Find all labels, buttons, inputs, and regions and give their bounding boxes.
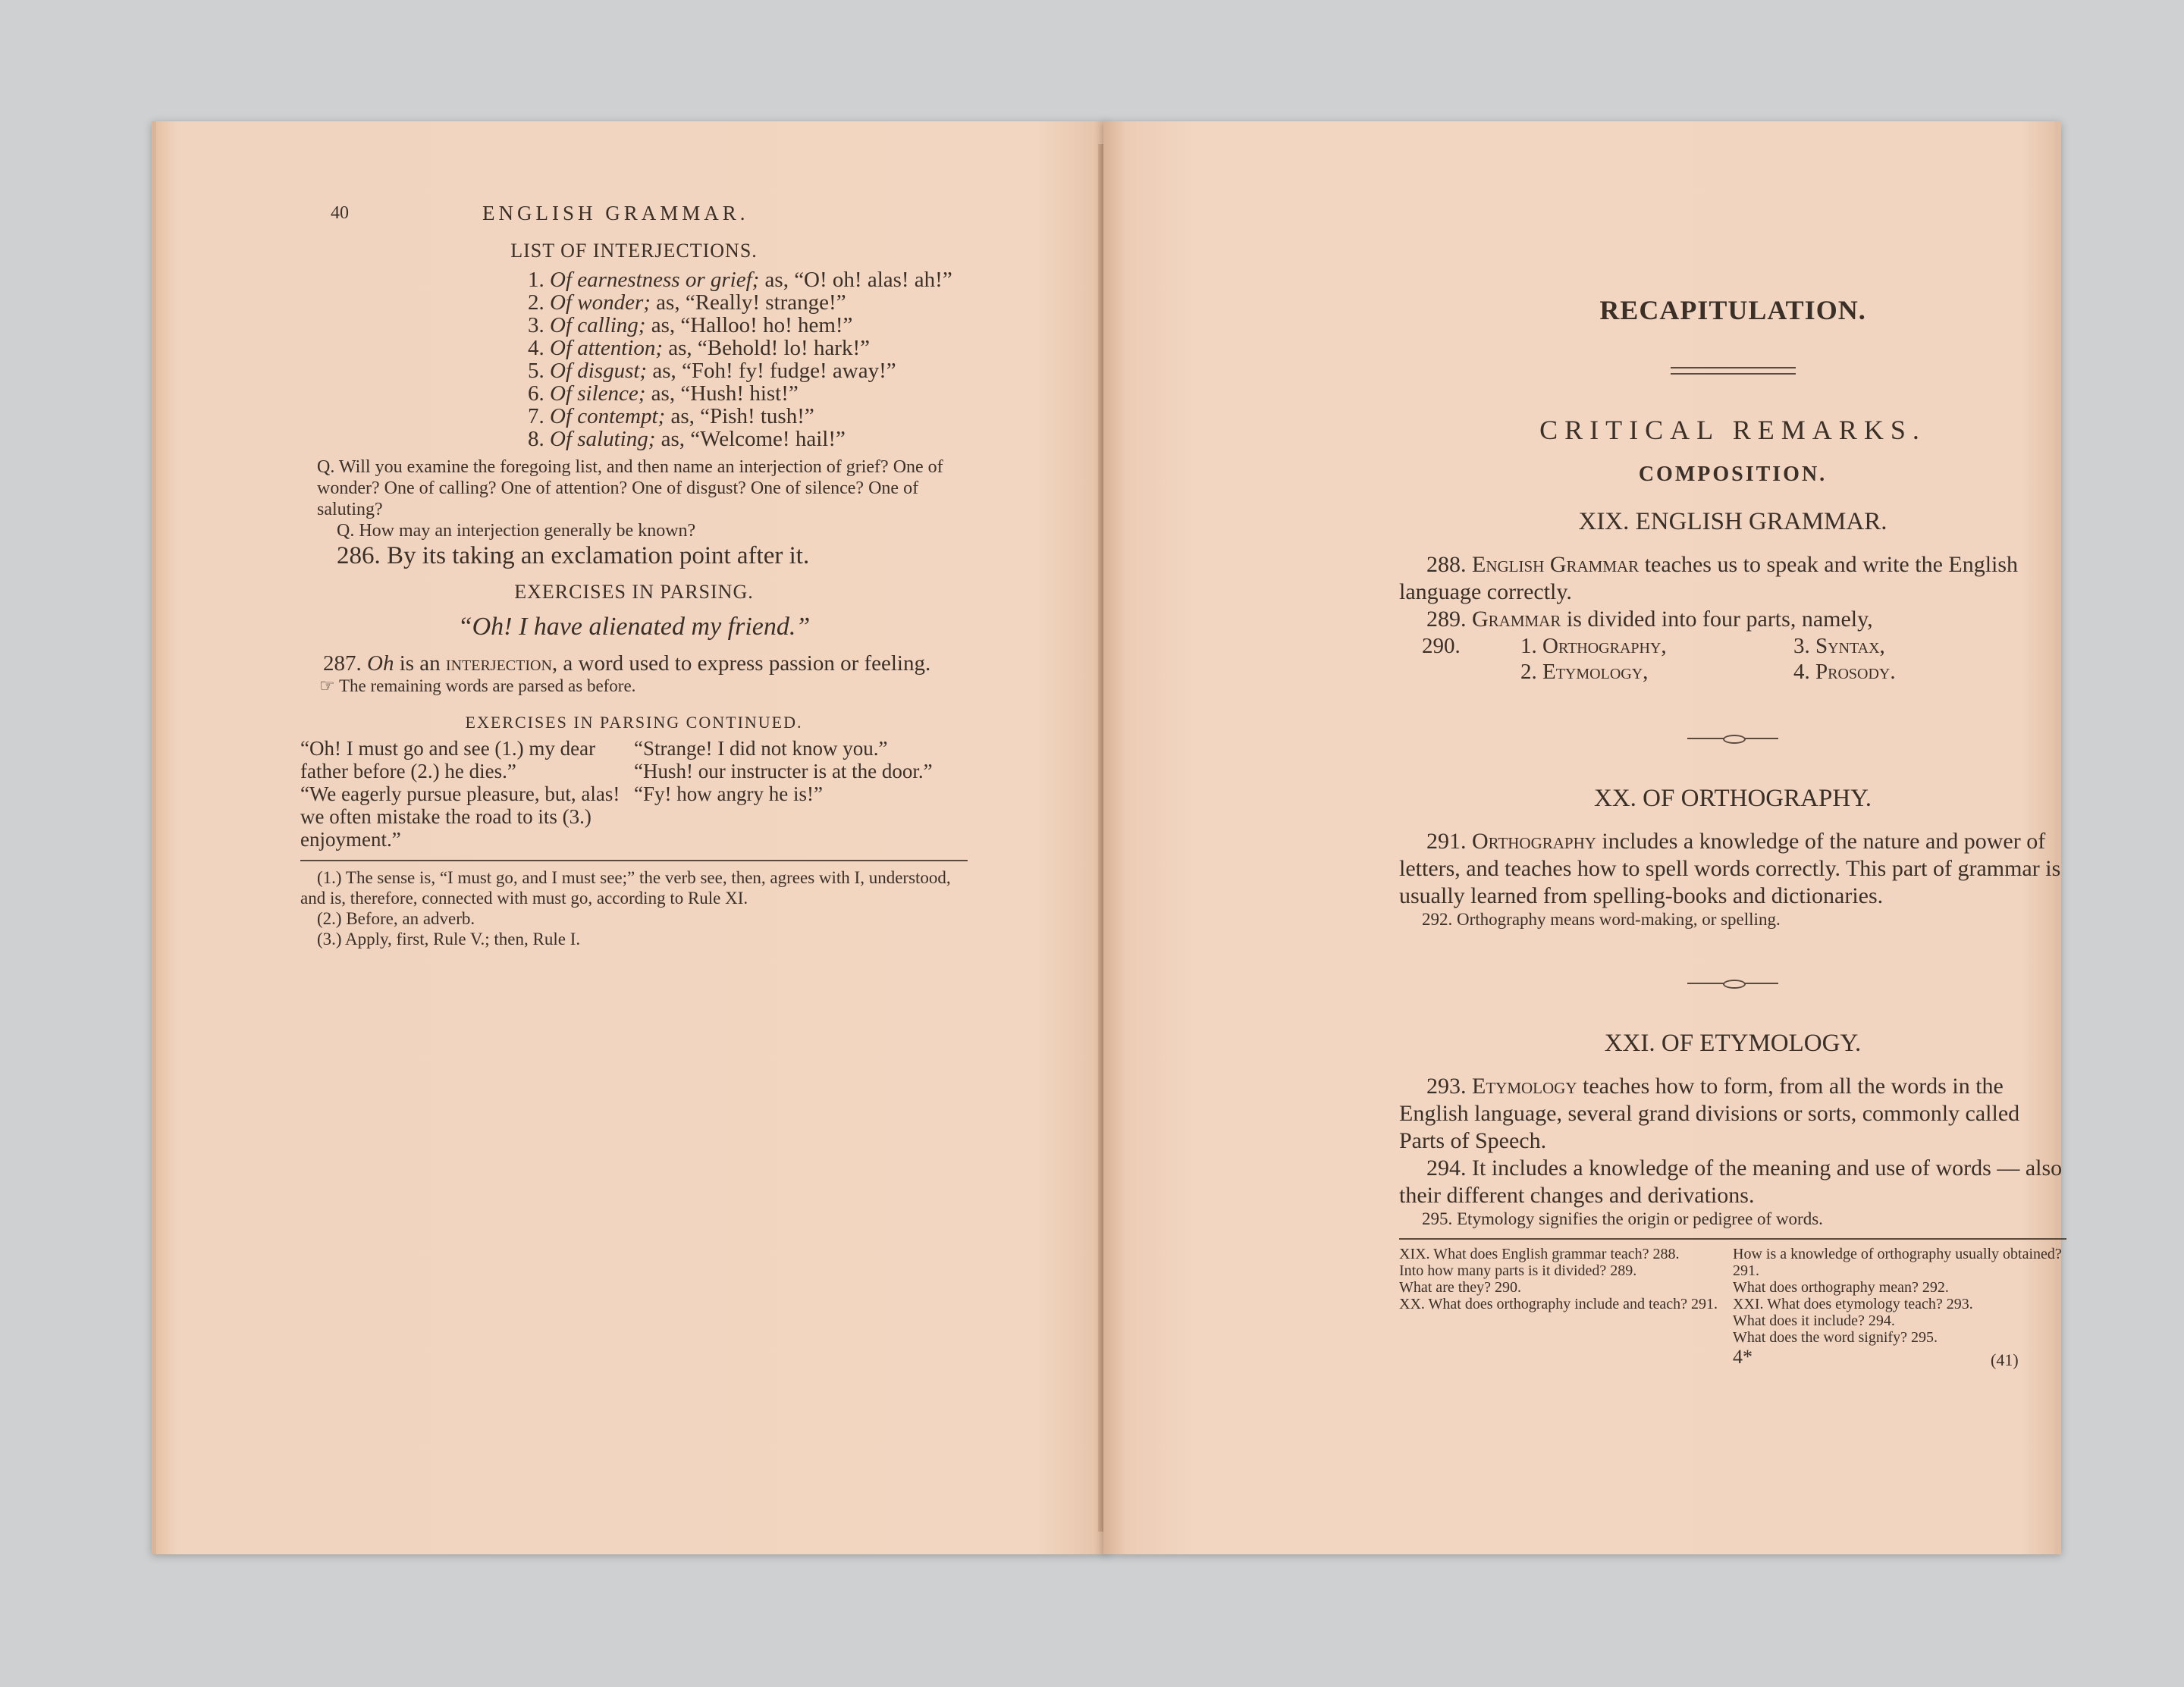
running-title: ENGLISH GRAMMAR. <box>482 202 749 224</box>
paragraph-294: 294. It includes a knowledge of the meaning and use of words — also their different changes and derivations. <box>1399 1156 2063 1208</box>
item-number: 7. <box>528 404 550 428</box>
footnote: (3.) Apply, first, Rule V.; then, Rule I. <box>317 930 581 949</box>
item-examples: as, “O! oh! alas! ah!” <box>759 268 952 292</box>
review-questions <box>1399 1246 2066 1346</box>
para-text: is divided into four parts, namely, <box>1561 607 1873 632</box>
section-21-title: XXI. OF ETYMOLOGY. <box>1604 1030 1862 1057</box>
continued-heading: EXERCISES IN PARSING CONTINUED. <box>465 713 803 732</box>
interjection-item <box>528 291 968 314</box>
item-examples: as, “Hush! hist!” <box>645 381 799 406</box>
item-examples: as, “Behold! lo! hark!” <box>663 336 870 360</box>
interjection-item <box>528 359 968 382</box>
paragraph-288 <box>1399 551 2066 606</box>
item-examples: as, “Really! strange!” <box>650 290 846 315</box>
composition-heading: COMPOSITION. <box>1638 463 1828 486</box>
para-number: 288. <box>1426 552 1467 577</box>
review-question: Into how many parts is it divided? 289. <box>1399 1262 1637 1279</box>
recapitulation-heading: RECAPITULATION. <box>1599 295 1866 325</box>
para-text: teaches us to speak and write the English language correctly. <box>1399 552 2019 604</box>
exercises-heading: EXERCISES IN PARSING. <box>514 581 754 603</box>
grammar-part: 4. Prosody. <box>1793 660 1896 684</box>
exercise-sentence: “We eagerly pursue pleasure, but, alas! we often mistake the road to its (3.) enjoyment.” <box>300 782 620 851</box>
item-kind: Of disgust; <box>550 359 648 383</box>
item-kind: Of wonder; <box>550 290 651 315</box>
item-number: 1. <box>528 268 550 292</box>
right-page <box>1103 121 2061 1554</box>
paragraph-291 <box>1399 828 2066 910</box>
item-number: 6. <box>528 381 550 406</box>
item-kind: Of calling; <box>550 313 646 337</box>
item-kind: Of attention; <box>550 336 664 360</box>
item-number: 8. <box>528 427 550 451</box>
left-page <box>152 121 1108 1554</box>
paragraph-289 <box>1399 606 2066 633</box>
review-question: XIX. What does English grammar teach? 288. <box>1399 1246 1680 1262</box>
item-kind: Of silence; <box>550 381 646 406</box>
exercise-column-2 <box>634 737 968 851</box>
answer-286: 286. By its taking an exclamation point after it. <box>337 542 810 569</box>
item-examples: as, “Foh! fy! fudge! away!” <box>647 359 896 383</box>
item-number: 3. <box>528 313 550 337</box>
interjection-item <box>528 314 968 337</box>
para-number: 289. <box>1426 607 1467 632</box>
review-question: What does the word signify? 295. <box>1733 1329 1938 1346</box>
question-column-1 <box>1399 1246 1733 1346</box>
double-rule <box>1671 367 1796 375</box>
review-question: What are they? 290. <box>1399 1279 1522 1296</box>
question-1: Q. Will you examine the foregoing list, and then name an interjection of grief? One of wonder? One of calling? One of attention? One of disgust? One of silence? One of saluting? <box>317 457 943 519</box>
question-column-2 <box>1733 1246 2066 1346</box>
para-number: 293. <box>1426 1074 1467 1099</box>
review-question: How is a knowledge of orthography usually obtained? 291. <box>1733 1246 2062 1279</box>
footnote: (2.) Before, an adverb. <box>317 909 475 928</box>
interjection-item <box>528 428 968 450</box>
divider <box>1399 1238 2066 1240</box>
running-head <box>300 197 968 235</box>
item-examples: as, “Pish! tush!” <box>665 404 814 428</box>
para-term: English Grammar <box>1472 552 1640 577</box>
page-number: (41) <box>1991 1350 2019 1369</box>
list-heading: LIST OF INTERJECTIONS. <box>510 240 758 262</box>
review-question: What does orthography mean? 292. <box>1733 1279 1949 1296</box>
divider <box>300 860 968 861</box>
exercise-sentence: “Strange! I did not know you.” <box>634 737 888 760</box>
para-word: Oh <box>367 651 394 676</box>
grammar-part: 3. Syntax, <box>1793 634 1885 658</box>
para-number: 287. <box>323 651 362 676</box>
interjection-item <box>528 405 968 428</box>
exercise-sentence: “Oh! I must go and see (1.) my dear father before (2.) he dies.” <box>300 737 596 782</box>
section-19-title: XIX. ENGLISH GRAMMAR. <box>1578 508 1887 535</box>
item-kind: Of saluting; <box>550 427 656 451</box>
note: ☞ The remaining words are parsed as before. <box>319 676 636 695</box>
item-number: 5. <box>528 359 550 383</box>
left-page-content <box>300 197 968 949</box>
para-number: 290. <box>1422 634 1461 658</box>
para-number: 291. <box>1426 829 1467 854</box>
interjection-item <box>528 337 968 359</box>
ornament-rule <box>1687 738 1778 739</box>
item-number: 4. <box>528 336 550 360</box>
exercise-columns <box>300 737 968 851</box>
para-term: interjection <box>445 651 552 676</box>
para-text: includes a knowledge of the nature and power of letters, and teaches how to spell words correctly. This part of grammar is usually learned from spelling-books and dictionaries. <box>1399 829 2061 908</box>
grammar-part: 2. Etymology, <box>1520 660 1649 684</box>
ornament-rule <box>1687 983 1778 984</box>
para-term: Etymology <box>1472 1074 1577 1099</box>
page-footer <box>1399 1346 2066 1376</box>
interjection-list <box>528 268 968 450</box>
signature-mark: 4* <box>1733 1346 1753 1368</box>
question-2: Q. How may an interjection generally be known? <box>337 521 696 541</box>
review-question: What does it include? 294. <box>1733 1312 1895 1329</box>
interjection-item <box>528 382 968 405</box>
right-page-content <box>1399 197 2066 1376</box>
review-question: XX. What does orthography include and teach? 291. <box>1399 1296 1718 1312</box>
para-term: Grammar <box>1472 607 1561 632</box>
interjection-item <box>528 268 968 291</box>
critical-remarks-heading: CRITICAL REMARKS. <box>1539 415 1926 445</box>
exercise-sentence: “Fy! how angry he is!” <box>634 782 823 805</box>
item-examples: as, “Welcome! hail!” <box>655 427 846 451</box>
parsing-quote: “Oh! I have alienated my friend.” <box>457 613 811 641</box>
paragraph-293 <box>1399 1073 2066 1155</box>
para-text: teaches how to form, from all the words in the English language, several grand divisions or sorts, commonly called Parts of Speech. <box>1399 1074 2020 1153</box>
para-text: is an <box>394 651 446 676</box>
footnote: (1.) The sense is, “I must go, and I must see;” the verb see, then, agrees with I, understood, and is, therefore, connected with must go, according to Rule XI. <box>300 868 951 908</box>
para-term: Orthography <box>1472 829 1596 854</box>
paragraph-292: 292. Orthography means word-making, or spelling. <box>1422 910 1781 929</box>
grammar-part: 1. Orthography, <box>1520 634 1667 658</box>
paragraph-287 <box>300 651 968 676</box>
section-20-title: XX. OF ORTHOGRAPHY. <box>1594 785 1872 812</box>
para-text: , a word used to express passion or feeling. <box>551 651 931 676</box>
paragraph-295: 295. Etymology signifies the origin or pedigree of words. <box>1422 1209 1823 1228</box>
exercise-sentence: “Hush! our instructer is at the door.” <box>634 760 933 782</box>
item-number: 2. <box>528 290 550 315</box>
page-number: 40 <box>331 203 349 223</box>
item-examples: as, “Halloo! ho! hem!” <box>645 313 853 337</box>
review-question: XXI. What does etymology teach? 293. <box>1733 1296 1973 1312</box>
grammar-parts <box>1422 633 2066 685</box>
item-kind: Of earnestness or grief; <box>550 268 760 292</box>
open-book <box>152 121 2063 1554</box>
item-kind: Of contempt; <box>550 404 666 428</box>
exercise-column-1 <box>300 737 634 851</box>
